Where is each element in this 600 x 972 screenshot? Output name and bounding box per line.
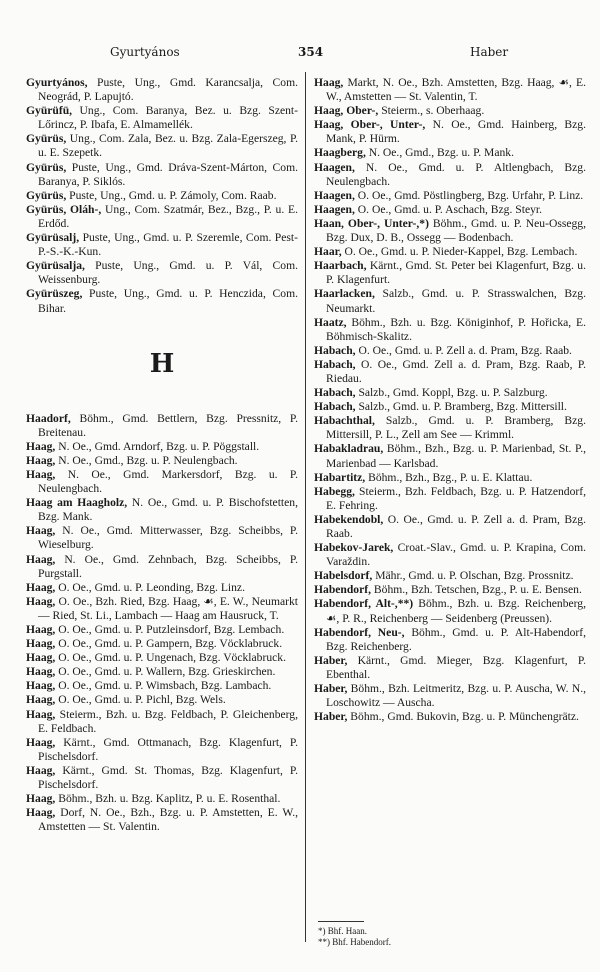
entry-description: Kärnt., Gmd. St. Peter bei Klagenfurt, Bzg. u. P. Klagenfurt. xyxy=(326,259,586,287)
entry-description: N. Oe., Gmd. u. P. Bischofstetten, Bzg. Mank. xyxy=(38,496,298,524)
entry-description: Böhm., Gmd. Bettlern, Bzg. Pressnitz, P. Breitenau. xyxy=(38,411,298,439)
entry-headword: Haag, xyxy=(26,637,56,651)
entry-description: Kärnt., Gmd. Ottmanach, Bzg. Klagenfurt, P. Pischelsdorf. xyxy=(38,735,298,763)
gazetteer-entry xyxy=(26,806,298,834)
gazetteer-entry xyxy=(314,245,586,259)
entry-headword: Haag, Ober-, xyxy=(314,104,379,118)
entry-headword: Haag am Haagholz, xyxy=(26,496,128,510)
entry-description: Croat.-Slav., Gmd. u. P. Krapina, Com. Varaždin. xyxy=(326,541,586,569)
entry-description: Markt, N. Oe., Bzh. Amstetten, Bzg. Haag, ☙, E. W., Amstetten — St. Valentin, T. xyxy=(326,76,586,104)
gazetteer-entry xyxy=(314,344,586,358)
entry-description: O. Oe., Gmd. u. P. Ungenach, Bzg. Vöcklabruck. xyxy=(55,651,286,665)
entry-headword: Habekendobl, xyxy=(314,512,384,526)
entry-headword: Haag, xyxy=(26,467,56,481)
entry-headword: Haber, xyxy=(314,682,348,696)
entry-description: Steierm., Bzh. Feldbach, Bzg. u. P. Hatzendorf, E. Fehring. xyxy=(326,484,586,512)
footnotes xyxy=(318,926,391,948)
gazetteer-entry xyxy=(26,76,298,104)
gazetteer-entry xyxy=(314,400,586,414)
entry-headword: Haag, xyxy=(26,735,56,749)
entry-description: Böhm., Gmd. u. P. Alt-Habendorf, Bzg. Reichenberg. xyxy=(326,625,586,653)
entry-description: Salzb., Gmd. u. P. Strasswalchen, Bzg. Neumarkt. xyxy=(326,287,586,315)
gazetteer-entry xyxy=(26,637,298,651)
entry-headword: Haag, xyxy=(26,552,56,566)
gazetteer-entry xyxy=(314,259,586,287)
gazetteer-entry xyxy=(314,414,586,442)
entry-description: N. Oe., Gmd. Arndorf, Bzg. u. P. Pöggstall. xyxy=(55,439,260,453)
entry-headword: Haagen, xyxy=(314,160,355,174)
entry-headword: Haatz, xyxy=(314,315,347,329)
entry-headword: Haag, xyxy=(26,580,56,594)
gazetteer-entry xyxy=(314,442,586,470)
entry-headword: Habakladrau, xyxy=(314,442,384,456)
gazetteer-entry xyxy=(26,623,298,637)
gazetteer-entry xyxy=(26,468,298,496)
entry-description: N. Oe., Gmd. u. P. Altlengbach, Bzg. Neulengbach. xyxy=(326,160,586,188)
gazetteer-entry xyxy=(314,358,586,386)
entry-description: Puste, Ung., Gmd. u. P. Szeremle, Com. Pest-P.-S.-K.-Kun. xyxy=(38,231,298,259)
entry-description: Puste, Ung., Gmd. Karancsalja, Com. Neográd, P. Lapujtó. xyxy=(38,76,298,104)
entry-description: Steierm., s. Oberhaag. xyxy=(378,104,485,118)
entry-headword: Habach, xyxy=(314,357,356,371)
entry-description: Ung., Com. Zala, Bez. u. Bzg. Zala-Egerszeg, P. u. E. Szepetk. xyxy=(38,132,298,160)
column-divider xyxy=(305,72,306,942)
entry-description: Puste, Ung., Gmd. u. P. Vál, Com. Weissenburg. xyxy=(38,259,298,287)
entry-description: O. Oe., Gmd. u. P. Gampern, Bzg. Vöcklabruck. xyxy=(55,637,283,651)
entry-description: O. Oe., Gmd. Zell a. d. Pram, Bzg. Raab, P. Riedau. xyxy=(326,357,586,385)
entry-description: Böhm., Gmd. Bukovin, Bzg. u. P. Münchengrätz. xyxy=(347,710,579,724)
entry-headword: Haan, Ober-, Unter-,*) xyxy=(314,216,429,230)
entry-headword: Haag, xyxy=(314,76,344,89)
gazetteer-entry xyxy=(26,132,298,160)
left-column-top-entries xyxy=(26,76,298,316)
entry-description: Ung., Com. Baranya, Bez. u. Bzg. Szent-Lőrincz, P. Ibafa, E. Almamellék. xyxy=(38,104,298,132)
footnote-rule xyxy=(318,921,364,922)
section-letter: H xyxy=(149,348,175,379)
entry-headword: Habartitz, xyxy=(314,470,366,484)
right-column xyxy=(314,76,586,724)
entry-headword: Haarbach, xyxy=(314,259,367,273)
gazetteer-entry xyxy=(314,682,586,710)
entry-headword: Habach, xyxy=(314,400,356,414)
entry-description: Böhm., Bzh. Tetschen, Bzg., P. u. E. Bensen. xyxy=(371,583,582,597)
entry-description: O. Oe., Gmd. u. P. Nieder-Kappel, Bzg. Lembach. xyxy=(341,245,578,259)
header-left-keyword: Gyurtyános xyxy=(110,45,180,59)
entry-headword: Haarlacken, xyxy=(314,287,375,301)
gazetteer-entry xyxy=(26,764,298,792)
entry-description: Mähr., Gmd. u. P. Olschan, Bzg. Prossnitz. xyxy=(372,569,574,583)
gazetteer-entry xyxy=(26,412,298,440)
entry-headword: Haag, xyxy=(26,792,56,806)
entry-headword: Habach, xyxy=(314,343,356,357)
gazetteer-entry xyxy=(314,203,586,217)
entry-headword: Gyürüfü, xyxy=(26,104,73,118)
gazetteer-entry xyxy=(26,259,298,287)
entry-headword: Haagen, xyxy=(314,202,355,216)
footnote: *) Bhf. Haan. xyxy=(318,926,367,936)
gazetteer-entry xyxy=(314,541,586,569)
gazetteer-entry xyxy=(314,710,586,724)
entry-description: Kärnt., Gmd. St. Thomas, Bzg. Klagenfurt, P. Pischelsdorf. xyxy=(38,763,298,792)
entry-description: Böhm., Bzh. Leitmeritz, Bzg. u. P. Auscha, W. N., Loschowitz — Auscha. xyxy=(326,682,586,710)
entry-headword: Habendorf, Alt-,**) xyxy=(314,597,414,611)
left-column xyxy=(26,76,298,834)
entry-description: O. Oe., Gmd. u. P. Aschach, Bzg. Steyr. xyxy=(354,202,543,216)
entry-description: Böhm., Gmd. u. P. Neu-Ossegg, Bzg. Dux, D. B., Ossegg — Bodenbach. xyxy=(326,216,586,245)
gazetteer-entry xyxy=(314,471,586,485)
entry-description: Salzb., Gmd. Koppl, Bzg. u. P. Salzburg. xyxy=(355,386,548,400)
entry-headword: Haag, xyxy=(26,439,56,453)
gazetteer-entry xyxy=(26,665,298,679)
entry-description: O. Oe., Gmd. u. P. Pichl, Bzg. Wels. xyxy=(55,693,226,707)
entry-headword: Haag, xyxy=(26,679,56,693)
entry-headword: Gyürüs, Oláh-, xyxy=(26,202,102,216)
gazetteer-entry xyxy=(26,693,298,707)
gazetteer-entry xyxy=(314,386,586,400)
entry-description: N. Oe., Gmd. Markersdorf, Bzg. u. P. Neulengbach. xyxy=(38,467,298,496)
gazetteer-entry xyxy=(314,217,586,245)
entry-description: Kärnt., Gmd. Mieger, Bzg. Klagenfurt, P. Ebenthal. xyxy=(326,653,586,681)
entry-headword: Gyürüszeg, xyxy=(26,287,83,301)
entry-description: Böhm., Bzh. u. Bzg. Kaplitz, P. u. E. Rosenthal. xyxy=(55,792,281,806)
entry-headword: Habachthal, xyxy=(314,414,375,428)
entry-headword: Haag, xyxy=(26,665,56,679)
entry-headword: Gyürüsalj, xyxy=(26,231,80,245)
entry-description: N. Oe., Gmd. Zehnbach, Bzg. Scheibbs, P. Purgstall. xyxy=(38,552,298,580)
entry-headword: Haag, xyxy=(26,806,56,820)
entry-headword: Habelsdorf, xyxy=(314,569,373,583)
entry-description: Puste, Ung., Gmd. u. P. Henczida, Com. Bihar. xyxy=(38,287,298,315)
entry-description: O. Oe., Gmd. u. P. Zell a. d. Pram, Bzg. Raab. xyxy=(355,343,572,357)
entry-headword: Gyürüs, xyxy=(26,160,67,174)
entry-description: Salzb., Gmd. u. P. Bramberg, Bzg. Mittersill. xyxy=(355,400,567,414)
entry-description: Böhm., Bzh., Bzg., P. u. E. Klattau. xyxy=(365,470,533,484)
entry-description: Puste, Ung., Gmd. u. P. Zámoly, Com. Raab. xyxy=(66,188,277,202)
entry-headword: Haag, xyxy=(26,623,56,636)
entry-headword: Haadorf, xyxy=(26,411,71,425)
gazetteer-entry xyxy=(26,524,298,552)
gazetteer-entry xyxy=(314,316,586,344)
page-number: 354 xyxy=(298,45,324,59)
gazetteer-entry xyxy=(26,287,298,315)
gazetteer-entry xyxy=(26,496,298,524)
gazetteer-entry xyxy=(26,161,298,189)
entry-description: Dorf, N. Oe., Bzh., Bzg. u. P. Amstetten, E. W., Amstetten — St. Valentin. xyxy=(38,806,298,834)
gazetteer-entry xyxy=(26,231,298,259)
right-column-entries xyxy=(314,76,586,724)
entry-description: O. Oe., Gmd. u. P. Putzleinsdorf, Bzg. Lembach. xyxy=(55,623,285,636)
entry-headword: Habach, xyxy=(314,386,356,400)
gazetteer-entry xyxy=(314,485,586,513)
entry-description: O. Oe., Gmd. u. P. Wallern, Bzg. Grieskirchen. xyxy=(55,665,276,679)
entry-description: N. Oe., Gmd., Bzg. u. P. Neulengbach. xyxy=(55,453,238,467)
gazetteer-entry xyxy=(314,569,586,583)
entry-description: Böhm., Bzh., Bzg. u. P. Marienbad, St. P., Marienbad — Karlsbad. xyxy=(326,442,586,470)
gazetteer-entry xyxy=(26,440,298,454)
entry-description: Salzb., Gmd. u. P. Bramberg, Bzg. Mittersill, P. L., Zell am See — Krimml. xyxy=(326,414,586,442)
entry-description: O. Oe., Gmd. u. P. Leonding, Bzg. Linz. xyxy=(55,580,245,594)
left-column-bottom-entries xyxy=(26,412,298,835)
gazetteer-entry xyxy=(26,581,298,595)
entry-headword: Haagberg, xyxy=(314,146,366,160)
header-right-keyword: Haber xyxy=(470,45,509,59)
gazetteer-entry xyxy=(26,792,298,806)
gazetteer-entry xyxy=(314,189,586,203)
gazetteer-entry xyxy=(314,146,586,160)
gazetteer-entry xyxy=(26,454,298,468)
entry-description: O. Oe., Gmd. u. P. Wimsbach, Bzg. Lambach. xyxy=(55,679,272,693)
entry-description: Steierm., Bzh. u. Bzg. Feldbach, P. Gleichenberg, E. Feldbach. xyxy=(38,707,298,735)
gazetteer-entry xyxy=(26,553,298,581)
gazetteer-entry xyxy=(26,651,298,665)
gazetteer-entry xyxy=(26,189,298,203)
entry-headword: Haar, xyxy=(314,245,342,259)
entry-description: Böhm., Bzh. u. Bzg. Königinhof, P. Hořicka, E. Böhmisch-Skalitz. xyxy=(326,315,586,343)
entry-headword: Haag, xyxy=(26,763,56,777)
gazetteer-entry xyxy=(314,104,586,118)
footnote: **) Bhf. Habendorf. xyxy=(318,937,391,947)
gazetteer-entry xyxy=(26,203,298,231)
gazetteer-entry xyxy=(314,583,586,597)
entry-description: O. Oe., Bzh. Ried, Bzg. Haag, ☙, E. W., Neumarkt — Ried, St. Li., Lambach — Haag am Hausruck, T. xyxy=(38,594,298,622)
entry-headword: Gyurtyános, xyxy=(26,76,88,89)
entry-headword: Haag, xyxy=(26,707,56,721)
entry-headword: Haag, xyxy=(26,693,56,707)
gazetteer-entry xyxy=(314,626,586,654)
entry-headword: Haber, xyxy=(314,710,348,724)
gazetteer-entry xyxy=(26,679,298,693)
entry-headword: Haag, xyxy=(26,651,56,665)
entry-description: N. Oe., Gmd. Mitterwasser, Bzg. Scheibbs, P. Wieselburg. xyxy=(38,524,298,552)
entry-headword: Haag, Ober-, Unter-, xyxy=(314,118,426,132)
entry-headword: Haag, xyxy=(26,594,56,608)
entry-headword: Habekov-Jarek, xyxy=(314,541,394,555)
entry-headword: Habendorf, xyxy=(314,583,372,597)
entry-description: N. Oe., Gmd. Hainberg, Bzg. Mank, P. Hürm. xyxy=(326,118,586,146)
gazetteer-entry xyxy=(314,597,586,625)
entry-description: O. Oe., Gmd. u. P. Zell a. d. Pram, Bzg. Raab. xyxy=(326,512,586,540)
entry-description: O. Oe., Gmd. Pöstlingberg, Bzg. Urfahr, P. Linz. xyxy=(354,188,584,202)
entry-headword: Gyürüsalja, xyxy=(26,259,85,273)
entry-headword: Gyürüs, xyxy=(26,188,67,202)
entry-headword: Habegg, xyxy=(314,484,355,498)
entry-description: Puste, Ung., Gmd. Dráva-Szent-Márton, Com. Baranya, P. Siklós. xyxy=(38,160,298,188)
gazetteer-entry xyxy=(314,287,586,315)
entry-headword: Haber, xyxy=(314,653,348,667)
gazetteer-entry xyxy=(314,76,586,104)
entry-headword: Haag, xyxy=(26,524,56,538)
entry-headword: Haag, xyxy=(26,453,56,467)
entry-headword: Habendorf, Neu-, xyxy=(314,625,405,639)
gazetteer-entry xyxy=(26,104,298,132)
entry-headword: Haagen, xyxy=(314,188,355,202)
entry-description: N. Oe., Gmd., Bzg. u. P. Mank. xyxy=(365,146,514,160)
gazetteer-entry xyxy=(314,654,586,682)
gazetteer-entry xyxy=(26,708,298,736)
entry-description: Ung., Com. Szatmár, Bez., Bzg., P. u. E. Erdőd. xyxy=(38,202,298,230)
entry-headword: Gyürüs, xyxy=(26,132,67,146)
gazetteer-entry xyxy=(26,595,298,623)
entry-description: Böhm., Bzh. u. Bzg. Reichenberg, ☙, P. R., Reichenberg — Seidenberg (Preussen). xyxy=(326,597,586,625)
gazetteer-entry xyxy=(314,513,586,541)
gazetteer-entry xyxy=(314,161,586,189)
running-header xyxy=(30,45,578,61)
gazetteer-entry xyxy=(26,736,298,764)
gazetteer-entry xyxy=(314,118,586,146)
